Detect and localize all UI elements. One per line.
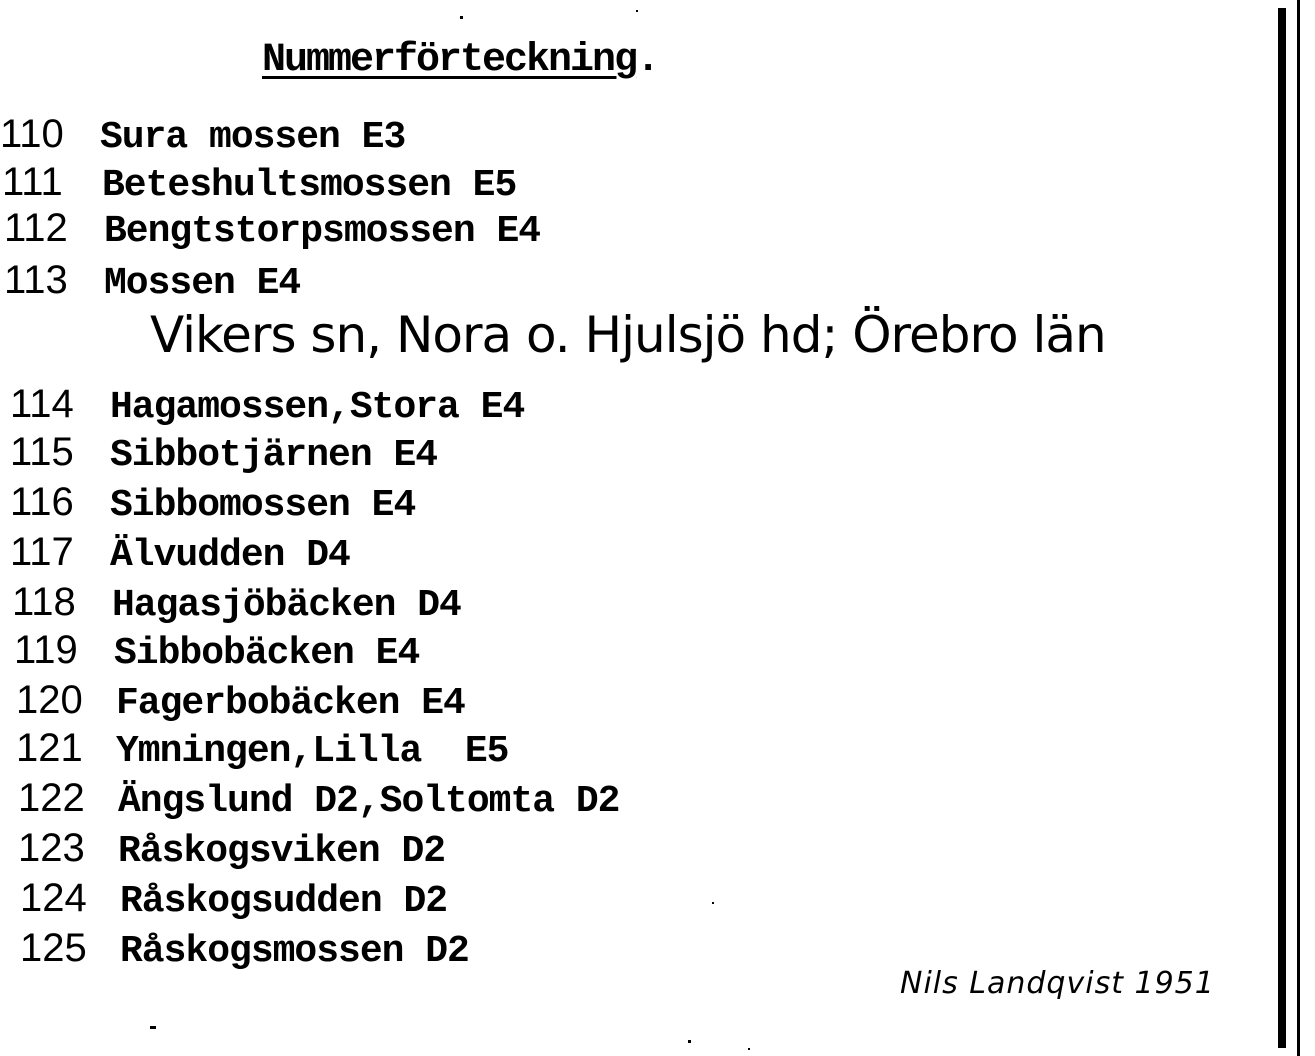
entry-number: 110 — [0, 112, 64, 156]
list-item — [20, 878, 447, 921]
entry-number: 123 — [18, 826, 85, 870]
signature: Nils Landqvist 1951 — [900, 966, 1215, 1001]
entry-number: 119 — [14, 628, 78, 672]
entry-name: Älvudden D4 — [110, 534, 350, 577]
entry-number: 117 — [10, 530, 74, 574]
list-item — [18, 778, 620, 821]
entry-name: Beteshultsmossen E5 — [102, 164, 517, 207]
list-item — [10, 482, 415, 525]
list-item — [16, 680, 465, 723]
entry-name: Fagerbobäcken E4 — [116, 682, 465, 725]
list-item — [2, 162, 516, 205]
entry-name: Råskogsviken D2 — [118, 830, 446, 873]
list-item — [10, 384, 524, 427]
list-item — [12, 582, 461, 625]
list-item — [10, 532, 350, 575]
list-item — [18, 828, 445, 871]
scan-speck — [636, 10, 638, 12]
entry-number: 112 — [4, 206, 68, 250]
entry-name: Sura mossen E3 — [100, 116, 406, 159]
entry-number: 114 — [10, 382, 74, 426]
list-item — [0, 114, 405, 157]
list-item — [10, 432, 437, 475]
scan-speck — [150, 1026, 156, 1029]
entry-number: 124 — [20, 876, 87, 920]
entry-number: 111 — [2, 160, 63, 204]
entry-number: 121 — [16, 726, 83, 770]
entry-name: Sibbotjärnen E4 — [110, 434, 438, 477]
list-item — [20, 928, 469, 971]
entry-number: 122 — [18, 776, 85, 820]
scan-speck — [688, 1040, 691, 1043]
page-title — [262, 38, 658, 83]
entry-name: Hagasjöbäcken D4 — [112, 584, 461, 627]
entry-name: Bengtstorpsmossen E4 — [104, 210, 541, 253]
parish-heading: Vikers sn, Nora o. Hjulsjö hd; Örebro län — [150, 306, 1106, 364]
entry-number: 118 — [12, 580, 76, 624]
title-text: Nummerförteckning — [262, 38, 637, 83]
entry-number: 125 — [20, 926, 87, 970]
scan-speck — [748, 1048, 750, 1050]
scan-speck — [712, 902, 714, 904]
entry-name: Ängslund D2,Soltomta D2 — [118, 780, 620, 823]
entry-name: Råskogsudden D2 — [120, 880, 448, 923]
entry-name: Sibbomossen E4 — [110, 484, 416, 527]
list-item — [16, 728, 508, 771]
entry-name: Mossen E4 — [104, 262, 301, 305]
entry-number: 115 — [10, 430, 74, 474]
entry-number: 120 — [16, 678, 83, 722]
scan-speck — [460, 16, 463, 19]
scan-border-line — [1297, 0, 1300, 1056]
entry-number: 116 — [10, 480, 74, 524]
entry-name: Ymningen,Lilla E5 — [116, 730, 509, 773]
list-item — [4, 260, 300, 303]
entry-name: Råskogsmossen D2 — [120, 930, 469, 973]
entry-number: 113 — [4, 258, 68, 302]
entry-name: Hagamossen,Stora E4 — [110, 386, 525, 429]
list-item — [14, 630, 419, 673]
scan-border-line — [1278, 8, 1286, 1048]
entry-name: Sibbobäcken E4 — [114, 632, 420, 675]
list-item — [4, 208, 540, 251]
title-punctuation: . — [636, 38, 659, 83]
